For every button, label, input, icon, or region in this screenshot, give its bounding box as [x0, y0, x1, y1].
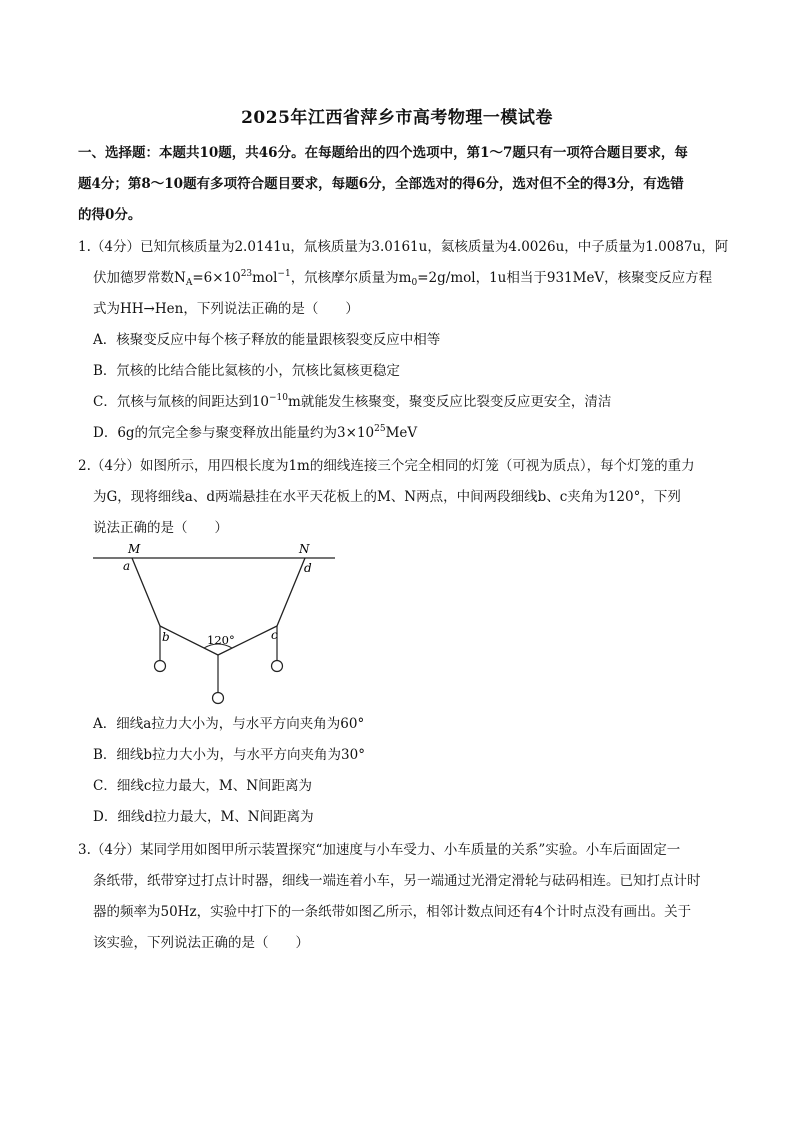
middle-lantern: [213, 693, 224, 704]
label-b: b: [162, 630, 170, 644]
label-d: d: [304, 561, 312, 575]
q1-option-d: D．6g的氘完全参与聚变释放出能量约为$3\times 10^{25}MeV$: [93, 424, 418, 441]
section-intro-line3: 的得0分。: [78, 207, 142, 223]
q3-stem-line4: 该实验，下列说法正确的是（ ）: [93, 935, 309, 951]
exam-title: 2025年江西省萍乡市高考物理一模试卷: [241, 108, 553, 128]
q1-option-a: A．核聚变反应中每个核子释放的能量跟核裂变反应中相等: [93, 332, 441, 348]
section-intro-line1: 一、选择题：本题共10题，共46分。在每题给出的四个选项中，第1～7题只有一项符合题目要求，每: [78, 145, 688, 161]
left-lantern: [155, 661, 166, 672]
label-m: M: [128, 542, 141, 556]
q1-stem-line1: 1.（4分）已知氘核质量为2.0141u，氚核质量为3.0161u，氦核质量为4.0026u，中子质量为1.0087u，阿: [78, 239, 729, 255]
section-intro-line2: 题4分；第8～10题有多项符合题目要求，每题6分，全部选对的得6分，选对但不全的得3分，有选错: [78, 176, 684, 192]
q2-option-c: C．细线c拉力最大，M、N间距离为: [93, 778, 313, 794]
lantern-diagram: [90, 540, 340, 710]
q2-option-b: B．细线b拉力大小为，与水平方向夹角为30°: [93, 747, 365, 763]
q1-stem-line2: 伏加德罗常数$N_A=6\times 10^{23}mol^{-1}$，氘核摩尔质量为$m_0=2g$/mol，1u相当于931MeV，核聚变反应方程: [93, 269, 713, 288]
q2-stem-line3: 说法正确的是（ ）: [93, 520, 228, 536]
q3-stem-line1: 3.（4分）某同学用如图甲所示装置探究“加速度与小车受力、小车质量的关系”实验。小车后面固定一: [78, 842, 681, 858]
q3-stem-line2: 条纸带，纸带穿过打点计时器，细线一端连着小车，另一端通过光滑定滑轮与砝码相连。已知打点计时: [93, 873, 701, 889]
angle-label: 120°: [207, 633, 235, 647]
label-a: a: [123, 559, 131, 573]
label-c: c: [271, 628, 278, 642]
q1-stem-line3: 式为HH→Hen，下列说法正确的是（ ）: [93, 301, 359, 317]
right-lantern: [272, 661, 283, 672]
q1-option-b: B．氘核的比结合能比氦核的小，氘核比氦核更稳定: [93, 363, 400, 379]
q2-option-a: A．细线a拉力大小为，与水平方向夹角为60°: [93, 716, 365, 732]
q1-option-c: C．氘核与氚核的间距达到$10^{-10}m$就能发生核聚变，聚变反应比裂变反应更安全，清洁: [93, 393, 612, 410]
label-n: N: [299, 542, 310, 556]
q2-option-d: D．细线d拉力最大，M、N间距离为: [93, 809, 314, 825]
q2-stem-line2: 为G，现将细线a、d两端悬挂在水平天花板上的M、N两点，中间两段细线b、c夹角为120°，下列: [93, 489, 681, 505]
q2-stem-line1: 2.（4分）如图所示，用四根长度为1m的细线连接三个完全相同的灯笼（可视为质点），每个灯笼的重力: [78, 458, 695, 474]
q3-stem-line3: 器的频率为50Hz，实验中打下的一条纸带如图乙所示，相邻计数点间还有4个计时点没有画出。关于: [93, 904, 692, 920]
